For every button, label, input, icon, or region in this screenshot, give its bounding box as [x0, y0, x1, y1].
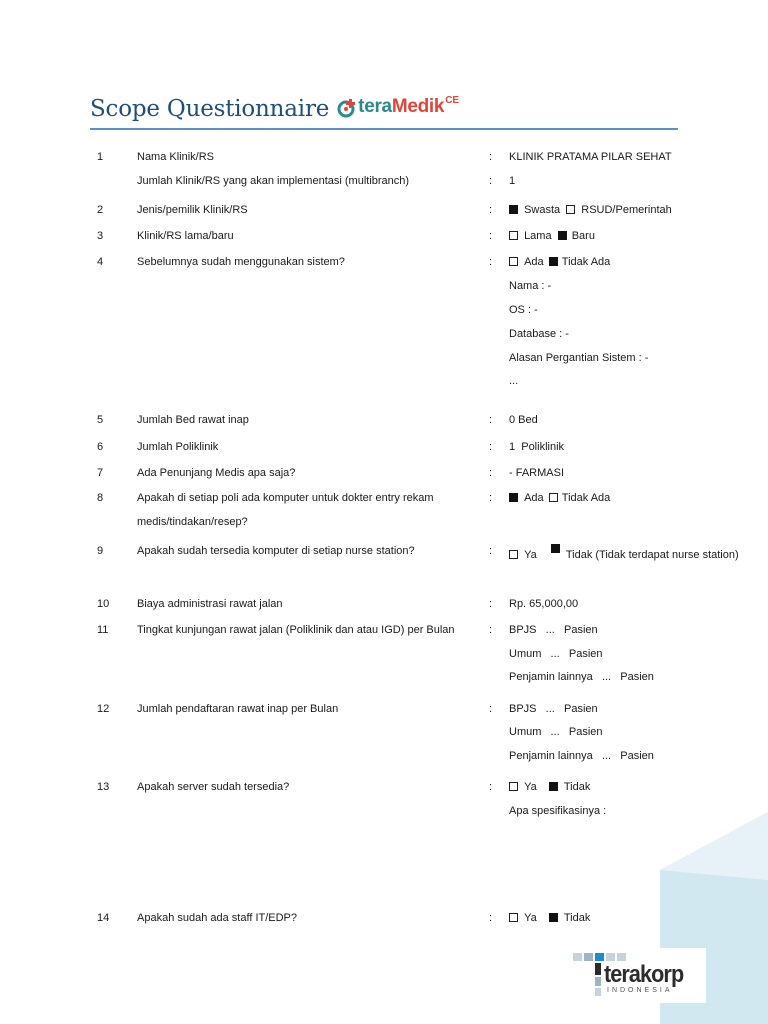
detail-line: Penjamin lainnya ... Pasien — [509, 750, 654, 762]
colon: : — [489, 781, 493, 793]
detail-line: Umum ... Pasien — [509, 648, 603, 660]
option-label: Lama — [524, 230, 552, 242]
checkbox-ya[interactable] — [509, 913, 518, 922]
logo-text-tera: tera — [358, 96, 392, 117]
question-label: Apakah sudah tersedia komputer di setiap nurse station? — [137, 545, 415, 557]
answer-options — [509, 229, 595, 243]
answer-value: Rp. 65,000,00 — [509, 598, 579, 610]
question-label: Klinik/RS lama/baru — [137, 230, 234, 242]
answer-options — [509, 203, 672, 217]
row-number: 5 — [97, 414, 104, 426]
question-label: Jumlah Poliklinik — [137, 441, 219, 453]
teramedik-logo — [337, 96, 459, 118]
row-number: 3 — [97, 230, 104, 242]
row-number: 4 — [97, 256, 104, 268]
answer-value: KLINIK PRATAMA PILAR SEHAT — [509, 151, 672, 163]
answer-value: 1 — [509, 175, 516, 187]
row-number: 10 — [97, 598, 110, 610]
answer-options — [509, 780, 590, 794]
row-number: 8 — [97, 492, 104, 504]
terakorp-logo — [567, 948, 706, 1003]
option-label: RSUD/Pemerintah — [581, 204, 672, 216]
option-label: Ada — [524, 256, 544, 268]
option-label: Ya — [524, 912, 537, 924]
row-number: 13 — [97, 781, 110, 793]
detail-line: OS : - — [509, 304, 538, 316]
checkbox-swasta[interactable] — [509, 205, 518, 214]
question-label: Nama Klinik/RS — [137, 151, 215, 163]
detail-line: Penjamin lainnya ... Pasien — [509, 671, 654, 683]
option-label: Ya — [524, 781, 537, 793]
colon: : — [489, 256, 493, 268]
question-label: Jumlah pendaftaran rawat inap per Bulan — [137, 703, 339, 715]
header-divider — [90, 128, 678, 130]
page-title: Scope Questionnaire — [90, 96, 330, 122]
question-label: Sebelumnya sudah menggunakan sistem? — [137, 256, 345, 268]
row-number: 2 — [97, 204, 104, 216]
question-label: Jenis/pemilik Klinik/RS — [137, 204, 248, 216]
header — [90, 92, 459, 126]
checkbox-rsud-pemerintah[interactable] — [566, 205, 575, 214]
option-label: Tidak Ada — [561, 492, 611, 504]
detail-line: Nama : - — [509, 280, 552, 292]
option-label: Swasta — [524, 204, 561, 216]
checkbox-tidak[interactable] — [549, 782, 558, 791]
colon: : — [489, 624, 493, 636]
checkbox-lama[interactable] — [509, 231, 518, 240]
row-number: 9 — [97, 545, 104, 557]
logo-text-ce: CE — [445, 95, 460, 106]
question-label: Apakah di setiap poli ada komputer untuk dokter entry rekam — [137, 492, 434, 504]
detail-line: Apa spesifikasinya : — [509, 805, 607, 817]
colon: : — [489, 151, 493, 163]
colon: : — [489, 545, 493, 557]
checkbox-tidak-ada[interactable] — [549, 493, 558, 502]
answer-value: - FARMASI — [509, 467, 565, 479]
checkbox-tidak-ada[interactable] — [549, 257, 558, 266]
checkbox-tidak[interactable] — [551, 544, 560, 553]
answer-options — [509, 255, 610, 269]
option-label: Tidak Ada — [561, 256, 611, 268]
question-label: Apakah server sudah tersedia? — [137, 781, 290, 793]
row-number: 7 — [97, 467, 104, 479]
detail-line: Database : - — [509, 328, 569, 340]
detail-line: BPJS ... Pasien — [509, 703, 598, 715]
question-label: Ada Penunjang Medis apa saja? — [137, 467, 296, 479]
colon: : — [489, 703, 493, 715]
terakorp-subtext: INDONESIA — [607, 987, 673, 994]
colon: : — [489, 492, 493, 504]
row-number: 14 — [97, 912, 110, 924]
colon: : — [489, 441, 493, 453]
detail-line: Umum ... Pasien — [509, 726, 603, 738]
colon: : — [489, 230, 493, 242]
question-label: Biaya administrasi rawat jalan — [137, 598, 283, 610]
answer-options — [509, 491, 610, 505]
checkbox-tidak[interactable] — [549, 913, 558, 922]
question-label-continued: medis/tindakan/resep? — [137, 516, 248, 528]
option-label: Ada — [524, 492, 544, 504]
row-number: 6 — [97, 441, 104, 453]
row-number: 1 — [97, 151, 104, 163]
answer-value: 1 Poliklinik — [509, 441, 565, 453]
answer-options — [509, 544, 739, 562]
row-number: 11 — [97, 624, 109, 636]
question-label: Tingkat kunjungan rawat jalan (Poliklinik dan atau IGD) per Bulan — [137, 624, 455, 636]
checkbox-ada[interactable] — [509, 493, 518, 502]
terakorp-wordmark: terakorp — [604, 961, 684, 988]
teramedik-logo-icon — [337, 98, 357, 118]
colon: : — [489, 598, 493, 610]
option-label: Tidak — [563, 912, 591, 924]
checkbox-ada[interactable] — [509, 257, 518, 266]
answer-options — [509, 911, 590, 925]
colon: : — [489, 175, 493, 187]
detail-line: Alasan Pergantian Sistem : - — [509, 352, 649, 364]
checkbox-baru[interactable] — [558, 231, 567, 240]
detail-line: ... — [509, 375, 519, 387]
option-label: Ya — [524, 549, 537, 561]
question-label: Jumlah Klinik/RS yang akan implementasi (multibranch) — [137, 175, 410, 187]
colon: : — [489, 467, 493, 479]
question-label: Apakah sudah ada staff IT/EDP? — [137, 912, 298, 924]
checkbox-ya[interactable] — [509, 550, 518, 559]
option-label: Tidak (Tidak terdapat nurse station) — [565, 549, 739, 561]
detail-line: BPJS ... Pasien — [509, 624, 598, 636]
option-label: Baru — [571, 230, 595, 242]
question-label: Jumlah Bed rawat inap — [137, 414, 249, 426]
colon: : — [489, 912, 493, 924]
checkbox-ya[interactable] — [509, 782, 518, 791]
colon: : — [489, 204, 493, 216]
option-label: Tidak — [563, 781, 591, 793]
logo-text-medik: Medik — [391, 96, 445, 117]
colon: : — [489, 414, 493, 426]
answer-value: 0 Bed — [509, 414, 538, 426]
row-number: 12 — [97, 703, 110, 715]
